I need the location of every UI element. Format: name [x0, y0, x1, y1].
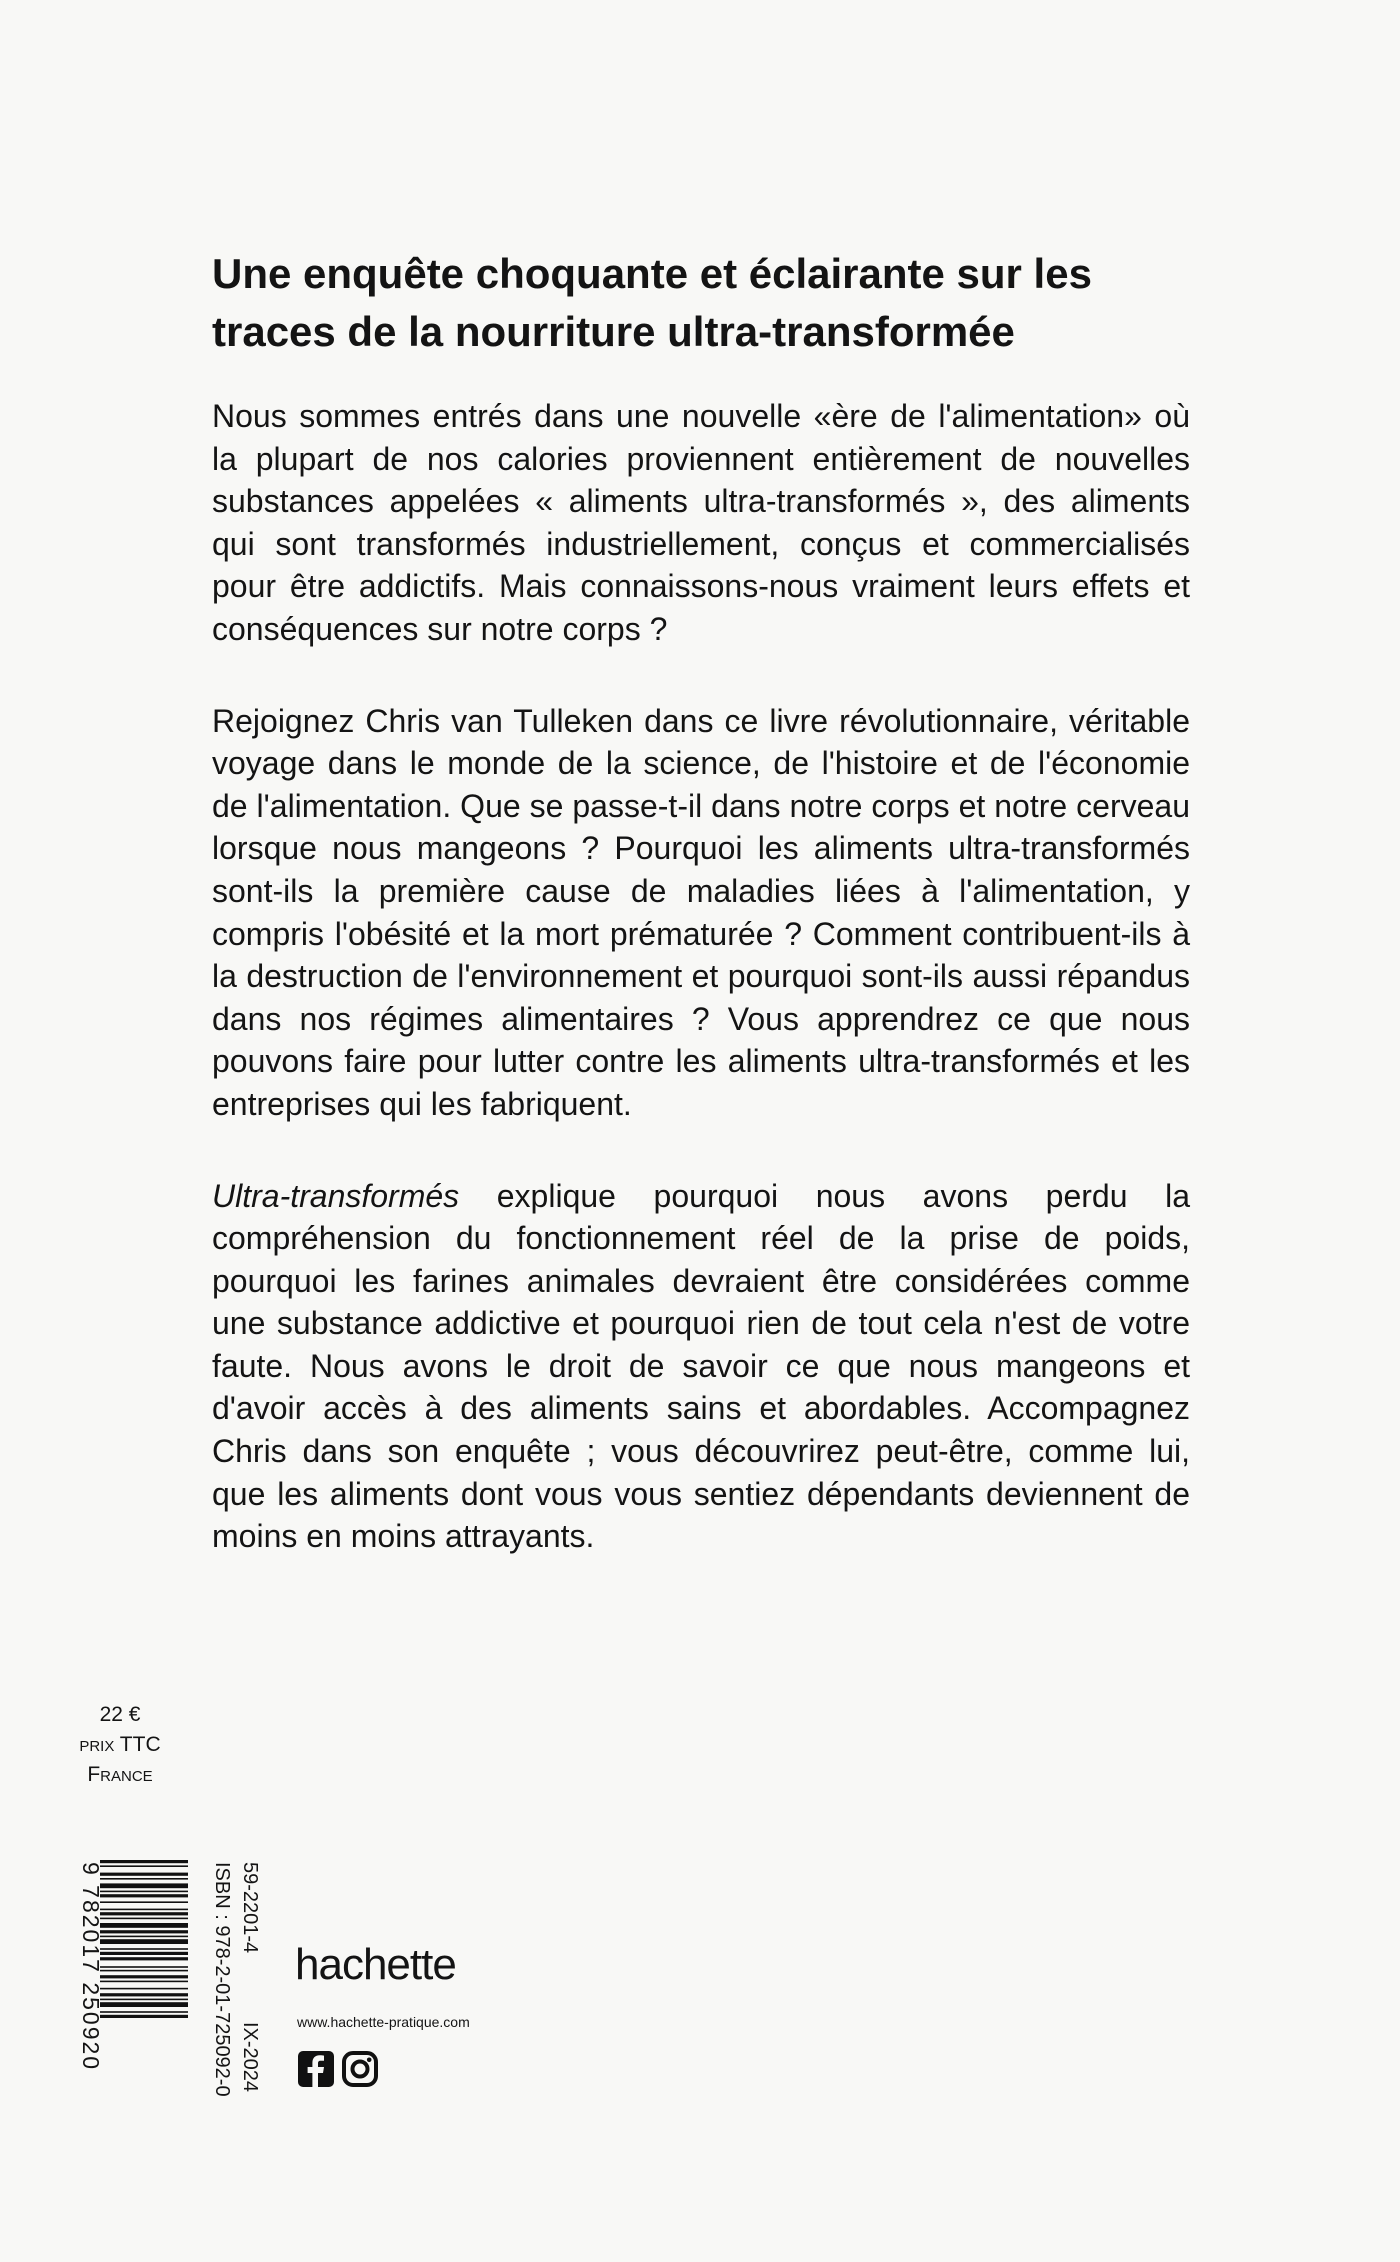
- price-country: France: [87, 1763, 153, 1786]
- barcode-digits-block: [3, 1862, 103, 2262]
- facebook-icon[interactable]: [297, 2050, 335, 2088]
- publisher-logo: hachette: [295, 1940, 456, 1989]
- ref-code: 59-2201-4: [239, 1862, 261, 1954]
- barcode-digits: 9 782017 250920: [78, 1862, 104, 2072]
- blurb-paragraph-1: Nous sommes entrés dans une nouvelle «ère de l'alimentation» où la plupart de nos calories proviennent entièrement de nouvelles substances appelées « aliments ultra-transformés », des aliments qui sont transformés industriellement, conçus et commercialisés pour être addictifs. Mais connaissons-nous vraiment leurs effets et conséquences sur notre corps ?: [212, 398, 1190, 647]
- instagram-icon[interactable]: [341, 2050, 379, 2088]
- print-date: IX-2024: [239, 2021, 261, 2092]
- social-links: [297, 2050, 379, 2088]
- publisher-website[interactable]: www.hachette-pratique.com: [297, 2014, 470, 2030]
- price-amount: 22 €: [99, 1703, 141, 1726]
- headline-line-2: traces de la nourriture ultra-transformée: [212, 308, 1015, 355]
- blurb-paragraph-2: Rejoignez Chris van Tulleken dans ce livre révolutionnaire, véritable voyage dans le monde de la science, de l'histoire et de l'économie de l'alimentation. Que se passe-t-il dans notre corps et notre cerveau lorsque nous mangeons ? Pourquoi les aliments ultra-transformés sont-ils la première cause de maladies liées à l'alimentation, y compris l'obésité et la mort prématurée ? Comment contribuent-ils à la destruction de l'environnement et pourquoi sont-ils aussi répandus dans nos régimes alimentaires ? Vous apprendrez ce que nous pouvons faire pour lutter contre les aliments ultra-transformés et les entreprises qui les fabriquent.: [212, 702, 1190, 1122]
- code-block-2: [134, 1862, 234, 2262]
- price-block: [60, 1700, 180, 1790]
- back-cover-headline: [212, 245, 1212, 361]
- headline-line-1: Une enquête choquante et éclairante sur les: [212, 250, 1092, 297]
- book-title-italic: Ultra-transformés: [212, 1177, 460, 1214]
- isbn-code: ISBN : 978-2-01-725092-0: [211, 1862, 233, 2097]
- blurb-paragraph-3: [212, 1175, 1190, 1558]
- price-tax-label: prix TTC: [79, 1733, 161, 1756]
- blurb-paragraph-3-rest: explique pourquoi nous avons perdu la compréhension du fonctionnement réel de la prise de poids, pourquoi les farines animales devraient être considérées comme une substance addictive et pourquoi rien de tout cela n'est de votre faute. Nous avons le droit de savoir ce que nous mangeons et d'avoir accès à des aliments sains et abordables. Accompagnez Chris dans son enquête ; vous découvrirez peut-être, comme lui, que les aliments dont vous vous sentiez dépendants deviennent de moins en moins attrayants.: [212, 1177, 1190, 1555]
- blurb: [212, 395, 1190, 1607]
